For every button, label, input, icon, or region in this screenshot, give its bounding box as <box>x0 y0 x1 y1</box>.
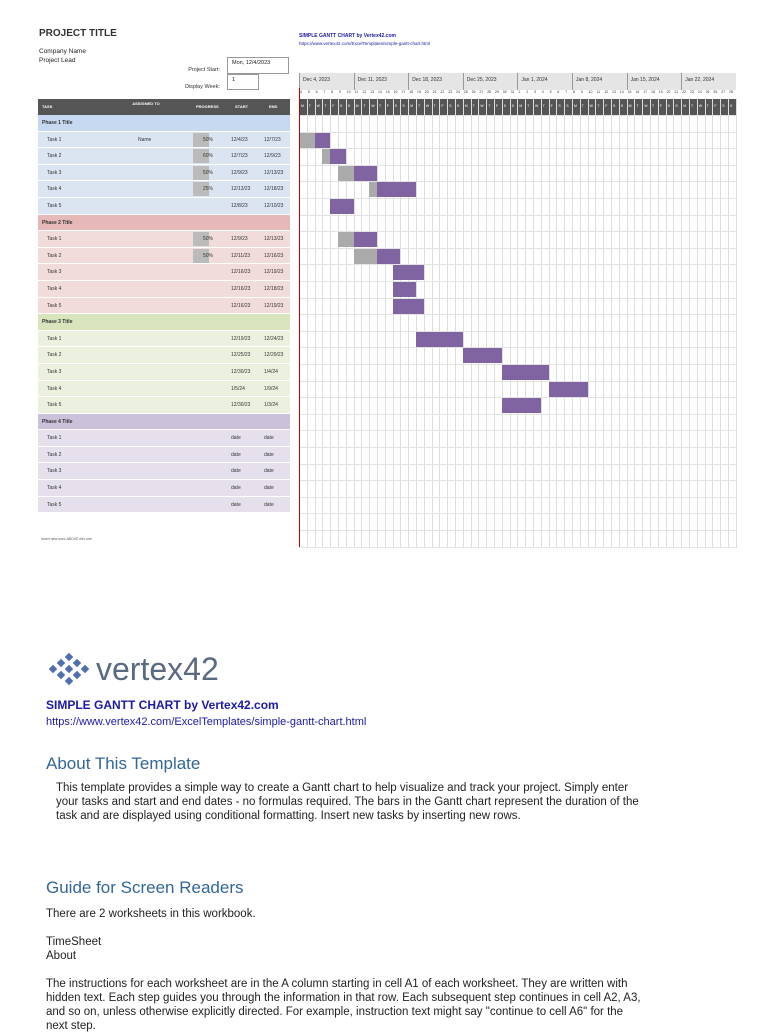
day-number: 23 <box>690 90 694 94</box>
col-end: END <box>269 104 278 109</box>
day-number: 24 <box>697 90 702 94</box>
gantt-bar-complete <box>338 166 354 181</box>
task-name[interactable]: Task 1 <box>47 335 62 342</box>
gantt-bar-remaining <box>315 133 331 148</box>
gantt-bar-remaining <box>463 348 502 363</box>
gantt-bar-remaining <box>393 265 424 280</box>
task-start[interactable]: date <box>231 501 241 508</box>
logo-text: vertex42 <box>96 651 219 687</box>
day-letter: T <box>691 104 694 108</box>
day-letter: M <box>301 104 304 108</box>
day-letter: T <box>433 104 436 108</box>
task-row[interactable] <box>38 397 290 414</box>
week-header: Jan 1, 2024 <box>517 73 572 90</box>
day-number: 23 <box>448 90 453 94</box>
grid-row-line <box>299 198 737 199</box>
task-start[interactable]: date <box>231 468 241 475</box>
day-number: 25 <box>463 90 468 94</box>
grid-row-line <box>299 264 737 265</box>
day-letter: S <box>675 104 678 108</box>
day-number: 24 <box>456 90 460 94</box>
day-letter: M <box>355 104 359 108</box>
task-name[interactable]: Task 2 <box>47 153 62 160</box>
week-header: Dec 18, 2023 <box>408 73 463 90</box>
gantt-bar-remaining <box>377 249 400 264</box>
task-start[interactable]: 12/9/23 <box>231 236 248 243</box>
task-end[interactable]: 12/18/23 <box>264 186 284 193</box>
task-start[interactable]: 12/16/23 <box>231 302 251 309</box>
task-start[interactable]: 12/11/23 <box>231 252 251 259</box>
day-number: 19 <box>417 90 421 94</box>
sheet-name-timesheet: TimeSheet <box>46 936 102 948</box>
phase-title-row <box>38 414 290 431</box>
day-letter: F <box>550 104 553 108</box>
day-letter: S <box>402 104 405 108</box>
day-letter: T <box>472 104 475 108</box>
phase-title-row <box>38 215 290 232</box>
day-number: 5 <box>549 90 552 94</box>
day-number: 6 <box>315 90 318 94</box>
day-letter: T <box>652 104 655 108</box>
gantt-bar-remaining <box>330 199 353 214</box>
task-name[interactable]: Task 5 <box>47 501 62 508</box>
task-row[interactable] <box>38 231 290 248</box>
task-end[interactable]: 12/16/23 <box>264 252 284 259</box>
task-progress[interactable]: 50% <box>203 236 214 243</box>
task-end[interactable]: 12/29/23 <box>264 352 284 359</box>
day-letter: T <box>542 104 545 108</box>
task-end[interactable]: 1/3/24 <box>264 402 278 409</box>
task-start[interactable]: 12/30/23 <box>231 402 251 409</box>
task-name[interactable]: Task 1 <box>47 136 62 143</box>
grid-row-line <box>299 115 737 116</box>
day-letter: T <box>527 104 530 108</box>
grid-row-line <box>299 447 737 448</box>
about-title-link[interactable]: SIMPLE GANTT CHART by Vertex42.com <box>46 698 279 712</box>
day-letter: W <box>371 104 375 108</box>
grid-row-line <box>299 547 737 548</box>
gantt-bar-complete <box>338 232 354 247</box>
task-name[interactable]: Task 1 <box>47 236 62 243</box>
day-letter: S <box>347 104 351 108</box>
task-start[interactable]: 12/4/23 <box>231 136 248 143</box>
day-letter: T <box>581 104 584 108</box>
task-row[interactable] <box>38 364 290 381</box>
gantt-bar-remaining <box>354 166 377 181</box>
col-progress: PROGRESS <box>196 104 219 109</box>
phase-title-row <box>38 314 290 331</box>
day-number: 1 <box>518 90 521 94</box>
phase-title-row <box>38 115 290 132</box>
day-number: 17 <box>401 90 406 94</box>
task-name[interactable]: Task 3 <box>47 368 62 375</box>
task-name[interactable]: Task 4 <box>47 285 62 292</box>
task-end[interactable]: 1/9/24 <box>264 385 278 392</box>
task-end[interactable]: date <box>264 435 274 442</box>
grid-row-line <box>299 298 737 299</box>
week-header: Jan 15, 2024 <box>627 73 682 90</box>
day-number: 15 <box>385 90 390 94</box>
day-number: 9 <box>339 90 341 94</box>
task-row[interactable] <box>38 198 290 215</box>
day-number: 27 <box>479 90 484 94</box>
task-row[interactable] <box>38 264 290 281</box>
task-end[interactable]: 12/9/23 <box>264 153 281 160</box>
task-row[interactable] <box>38 430 290 447</box>
task-row[interactable] <box>38 148 290 165</box>
day-letter: W <box>425 104 430 108</box>
task-row[interactable] <box>38 480 290 497</box>
day-letter: M <box>628 104 632 108</box>
gantt-bar-remaining <box>549 382 588 397</box>
task-end[interactable]: 1/4/24 <box>264 368 278 375</box>
day-letter: F <box>496 104 499 108</box>
day-letter: M <box>464 104 468 108</box>
task-start[interactable]: 12/8/23 <box>231 202 248 209</box>
day-number: 15 <box>627 90 632 94</box>
day-letter: S <box>457 104 460 108</box>
task-end[interactable]: 12/13/23 <box>264 236 284 243</box>
today-line <box>299 88 300 547</box>
task-progress[interactable]: 50% <box>203 169 214 176</box>
week-header: Dec 11, 2023 <box>354 73 409 90</box>
day-number: 17 <box>643 90 648 94</box>
day-number: 14 <box>378 90 382 94</box>
day-number: 20 <box>666 90 671 94</box>
grid-row-line <box>299 181 737 182</box>
task-rows <box>38 115 290 513</box>
task-start[interactable]: 12/30/23 <box>231 368 251 375</box>
task-start[interactable]: 12/16/23 <box>231 269 251 276</box>
task-end[interactable]: date <box>264 468 274 475</box>
day-letter: W <box>535 104 539 108</box>
day-number: 19 <box>658 90 663 94</box>
phase-title[interactable]: Phase 4 Title <box>42 418 73 425</box>
day-letter: T <box>706 104 709 108</box>
day-letter: M <box>519 104 523 108</box>
grid-row-line <box>299 132 737 133</box>
day-number: 11 <box>354 90 359 94</box>
grid-row-line <box>299 414 737 415</box>
task-start[interactable]: 12/7/23 <box>231 153 248 160</box>
day-letter: T <box>597 104 600 108</box>
project-lead: Project Lead <box>39 57 76 64</box>
grid-row-line <box>299 331 737 332</box>
task-name[interactable]: Task 4 <box>47 385 62 392</box>
day-number: 14 <box>619 90 624 94</box>
task-end[interactable]: date <box>264 451 274 458</box>
grid-row-line <box>299 148 737 149</box>
day-letter: F <box>659 104 662 108</box>
gantt-bar-remaining <box>393 282 416 297</box>
task-end[interactable]: 12/13/23 <box>264 169 284 176</box>
task-row[interactable] <box>38 381 290 398</box>
grid-row-line <box>299 480 737 481</box>
task-start[interactable]: 12/19/23 <box>231 335 251 342</box>
grid-row-line <box>299 314 737 315</box>
task-start[interactable]: 1/5/24 <box>231 385 245 392</box>
insert-note: Insert new rows ABOVE this one <box>41 537 92 542</box>
gantt-bar-remaining <box>354 232 377 247</box>
task-start[interactable]: 12/16/23 <box>231 285 251 292</box>
day-number: 11 <box>596 90 601 94</box>
about-heading: About This Template <box>46 754 201 773</box>
day-number: 4 <box>541 90 544 94</box>
day-number: 10 <box>346 90 351 94</box>
project-start-label: Project Start: <box>188 67 220 73</box>
gantt-bar-remaining <box>502 398 541 413</box>
task-row[interactable] <box>38 165 290 182</box>
phase-title[interactable]: Phase 3 Title <box>42 319 73 326</box>
task-progress[interactable]: 50% <box>203 252 214 259</box>
grid-row-line <box>299 430 737 431</box>
grid-row-line <box>299 530 737 531</box>
day-letter: S <box>394 104 397 108</box>
gantt-bar-remaining <box>416 332 463 347</box>
gantt-bar-remaining <box>502 365 549 380</box>
about-body: This template provides a simple way to create a Gantt chart to help visualize and track your project. Simply enter your tasks and start and end dates - no formulas required. The bars in the Gantt chart represent the duration of the task and are displayed using conditional formatting. Insert new tasks by inserting new rows. <box>56 782 639 822</box>
task-end[interactable]: date <box>264 501 274 508</box>
task-row[interactable] <box>38 497 290 514</box>
day-letter: F <box>332 104 335 108</box>
vertex42-title-link[interactable]: SIMPLE GANTT CHART by Vertex42.com <box>299 33 396 39</box>
day-letter: S <box>449 104 452 108</box>
guide-line: There are 2 worksheets in this workbook. <box>46 908 256 920</box>
day-number: 25 <box>705 90 710 94</box>
day-letter: S <box>503 104 507 108</box>
task-row[interactable] <box>38 248 290 265</box>
task-row[interactable] <box>38 281 290 298</box>
grid-row-line <box>299 464 737 465</box>
day-letter: W <box>589 104 593 108</box>
day-letter: T <box>379 104 382 108</box>
day-number: 31 <box>510 90 515 94</box>
day-letter: S <box>511 104 514 108</box>
phase-title[interactable]: Phase 2 Title <box>42 219 73 226</box>
grid-row-line <box>299 281 737 282</box>
task-progress[interactable]: 50% <box>203 136 214 143</box>
day-number: 8 <box>573 90 575 94</box>
about-url-link[interactable]: https://www.vertex42.com/ExcelTemplates/simple-gantt-chart.html <box>46 716 367 728</box>
task-table-header <box>38 99 290 115</box>
day-number: 26 <box>713 90 718 94</box>
gantt-bar-remaining <box>330 149 346 164</box>
task-name[interactable]: Task 2 <box>47 252 62 259</box>
project-start-input[interactable]: Mon, 12/4/2023 <box>227 57 289 74</box>
task-end[interactable]: 12/18/23 <box>264 285 284 292</box>
task-row[interactable] <box>38 347 290 364</box>
task-start[interactable]: date <box>231 451 241 458</box>
day-number: 16 <box>393 90 398 94</box>
day-number: 28 <box>729 90 733 94</box>
day-letter: T <box>308 104 311 108</box>
day-letter: F <box>386 104 389 108</box>
task-row[interactable] <box>38 331 290 348</box>
task-start[interactable]: date <box>231 435 241 442</box>
task-progress[interactable]: 25% <box>203 186 214 193</box>
task-start[interactable]: 12/25/23 <box>231 352 251 359</box>
day-letter: T <box>418 104 421 108</box>
day-number: 10 <box>588 90 593 94</box>
gantt-bar-remaining <box>377 182 416 197</box>
task-name[interactable]: Task 4 <box>47 485 62 492</box>
task-start[interactable]: 12/13/23 <box>231 186 251 193</box>
task-name[interactable]: Task 1 <box>47 435 62 442</box>
week-header: Dec 25, 2023 <box>463 73 518 90</box>
day-number: 6 <box>557 90 560 94</box>
task-name[interactable]: Task 2 <box>47 451 62 458</box>
gantt-bar-complete <box>354 249 377 264</box>
day-letter: F <box>605 104 608 108</box>
day-number: 30 <box>502 90 507 94</box>
day-number: 5 <box>307 90 310 94</box>
vertex42-url-link[interactable]: https://www.vertex42.com/ExcelTemplates/simple-gantt-chart.html <box>299 41 431 46</box>
gantt-bar-complete <box>369 182 377 197</box>
day-number: 22 <box>682 90 687 94</box>
project-title: PROJECT TITLE <box>39 28 117 39</box>
col-assigned: ASSIGNED TO <box>132 101 160 106</box>
task-end[interactable]: 12/7/23 <box>264 136 281 143</box>
day-number: 7 <box>323 90 326 94</box>
task-name[interactable]: Task 5 <box>47 202 62 209</box>
task-row[interactable] <box>38 298 290 315</box>
task-end[interactable]: 12/10/23 <box>264 202 284 209</box>
day-letter: F <box>714 104 717 108</box>
day-letter: M <box>683 104 687 108</box>
day-letter: W <box>644 104 648 108</box>
day-letter: T <box>636 104 639 108</box>
day-number: 27 <box>721 90 726 94</box>
grid-row-line <box>299 497 737 498</box>
day-number: 2 <box>526 90 529 94</box>
day-letter: W <box>698 104 703 108</box>
day-number: 20 <box>424 90 429 94</box>
grid-row-line <box>299 513 737 514</box>
day-letter: M <box>410 104 414 108</box>
day-letter: T <box>363 104 366 108</box>
display-week-label: Display Week: <box>184 84 220 90</box>
task-start[interactable]: date <box>231 485 241 492</box>
task-row[interactable] <box>38 132 290 149</box>
col-start: START <box>235 104 249 109</box>
day-letter: S <box>722 104 725 108</box>
day-letter: S <box>340 104 343 108</box>
week-header: Dec 4, 2023 <box>299 73 354 90</box>
day-letter: S <box>613 104 616 108</box>
day-letter: S <box>566 104 569 108</box>
grid-row-line <box>299 381 737 382</box>
task-end[interactable]: 12/19/23 <box>264 302 284 309</box>
task-row[interactable] <box>38 447 290 464</box>
gantt-bar-complete <box>299 133 315 148</box>
day-number: 7 <box>565 90 568 94</box>
task-name[interactable]: Task 4 <box>47 186 62 193</box>
day-number: 28 <box>487 90 492 94</box>
vertex42-logo <box>48 648 238 690</box>
day-number: 3 <box>534 90 536 94</box>
day-number: 8 <box>331 90 334 94</box>
task-row[interactable] <box>38 181 290 198</box>
day-number: 9 <box>580 90 583 94</box>
day-number: 12 <box>362 90 367 94</box>
col-task: TASK <box>42 104 53 109</box>
day-letter: S <box>620 104 624 108</box>
day-letter: S <box>730 104 733 108</box>
phase-title[interactable]: Phase 1 Title <box>42 120 73 126</box>
guide-paragraph: The instructions for each worksheet are in the A column starting in cell A1 of each worksheet. They are written with hidden text. Each step guides you through the information in that row. Each subsequent step continues in cell A2, A3, and so on, unless otherwise explicitly directed. For example, instruction text might say "continue to cell A6" for the next step. <box>46 978 641 1032</box>
gantt-chart <box>299 73 737 547</box>
day-letter: F <box>441 104 444 108</box>
task-name[interactable]: Task 5 <box>47 302 62 309</box>
day-number: 4 <box>300 90 302 94</box>
grid-row-line <box>299 347 737 348</box>
display-week-input[interactable]: 1 <box>227 74 259 90</box>
day-number: 18 <box>409 90 414 94</box>
task-name[interactable]: Task 3 <box>47 468 62 475</box>
grid-row-line <box>299 215 737 216</box>
sheet-name-about: About <box>46 950 77 962</box>
gantt-bar-complete <box>322 149 330 164</box>
day-letter: M <box>574 104 577 108</box>
day-number: 21 <box>674 90 679 94</box>
day-letter: T <box>488 104 491 108</box>
task-end[interactable]: 12/24/23 <box>264 335 284 342</box>
day-number: 13 <box>370 90 375 94</box>
task-assigned[interactable]: Name <box>138 136 152 143</box>
insert-note-row <box>38 529 290 546</box>
task-end[interactable]: date <box>264 485 274 492</box>
task-end[interactable]: 12/19/23 <box>264 269 284 276</box>
day-number: 18 <box>651 90 655 94</box>
day-letter: W <box>316 104 320 108</box>
day-letter: W <box>480 104 484 108</box>
day-number: 21 <box>432 90 437 94</box>
day-number: 13 <box>612 90 616 94</box>
week-header: Jan 8, 2024 <box>572 73 627 90</box>
day-number: 12 <box>604 90 609 94</box>
task-name[interactable]: Task 5 <box>47 402 62 409</box>
gantt-bar-remaining <box>393 299 424 314</box>
guide-heading: Guide for Screen Readers <box>46 878 244 897</box>
task-progress[interactable]: 60% <box>203 153 214 160</box>
day-letter: S <box>558 104 561 108</box>
day-number: 16 <box>635 90 640 94</box>
task-name[interactable]: Task 3 <box>47 269 62 276</box>
task-row[interactable] <box>38 463 290 480</box>
task-start[interactable]: 12/9/23 <box>231 169 248 176</box>
day-number: 22 <box>440 90 445 94</box>
company-name: Company Name <box>39 48 86 55</box>
day-letter: T <box>324 104 327 108</box>
task-name[interactable]: Task 2 <box>47 352 62 359</box>
day-letter: S <box>667 104 670 108</box>
task-name[interactable]: Task 3 <box>47 169 62 176</box>
task-table <box>38 99 290 546</box>
blank-row <box>38 513 290 529</box>
day-number: 26 <box>471 90 476 94</box>
day-number: 29 <box>495 90 499 94</box>
week-header: Jan 22, 2024 <box>681 73 736 90</box>
